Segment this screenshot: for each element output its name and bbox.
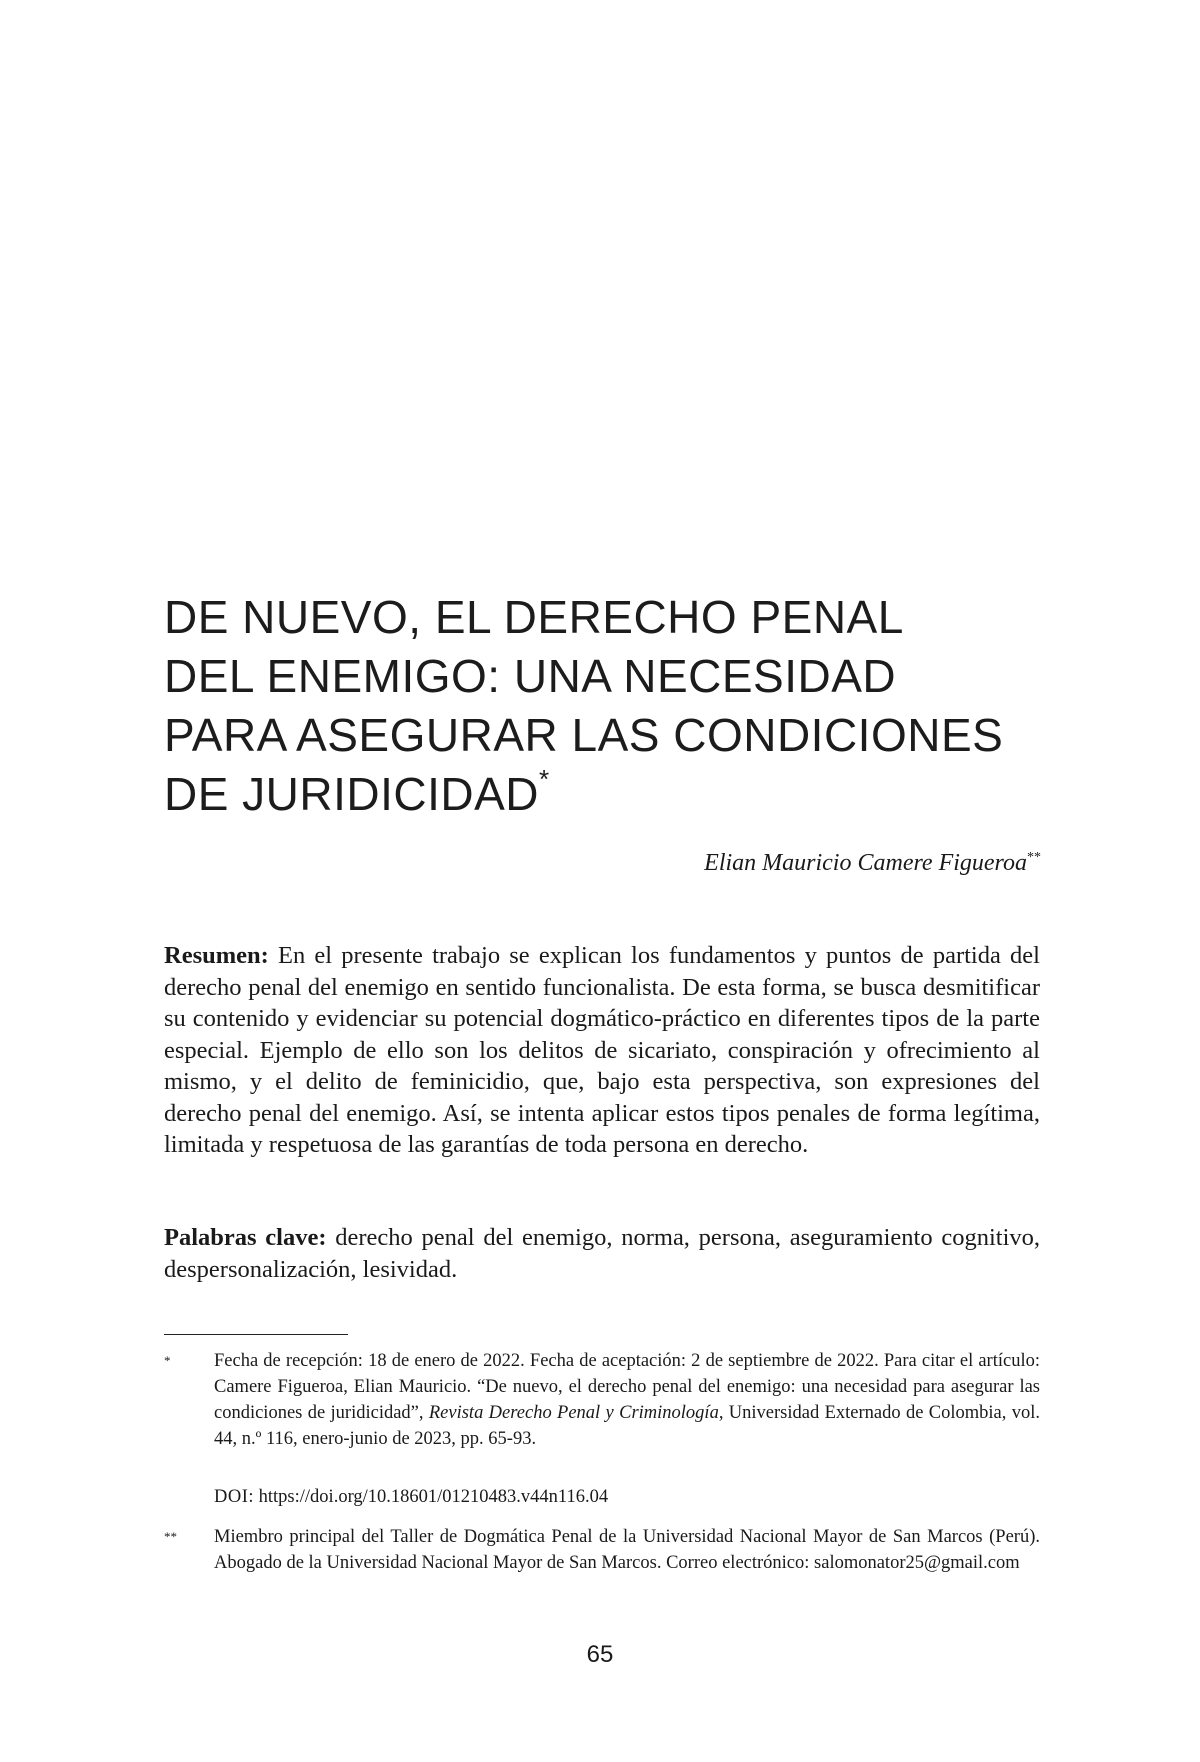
- footnote-citation-details: , Universidad Externado de Colombia, vol. 44, n.º 116, enero-junio de 2023, pp. 65-93.: [214, 1403, 1040, 1449]
- keywords-label: Palabras clave:: [164, 1224, 327, 1251]
- footnote-mark: *: [164, 1353, 171, 1368]
- title-line: DEL ENEMIGO: UNA NECESIDAD: [164, 650, 897, 702]
- title-line: [164, 765, 1064, 824]
- author-footnote-mark[interactable]: **: [1027, 850, 1041, 865]
- footnote-reception: [164, 1348, 1040, 1452]
- footnote-citation-text: Fecha de recepción: 18 de enero de 2022. Fecha de aceptación: 2 de septiembre de 2022. Para citar el artículo: Camere Figueroa, Elian Mauricio. “De nuevo, el derecho penal del enemigo: una necesidad para asegurar las condiciones de juridicidad”,: [214, 1351, 1040, 1423]
- keywords-text: derecho penal del enemigo, norma, persona, aseguramiento cognitivo, despersonalización, lesividad.: [164, 1224, 1040, 1283]
- keywords-paragraph: [164, 1222, 1040, 1285]
- title-line-text: DE JURIDICIDAD: [164, 768, 540, 820]
- journal-name: Revista Derecho Penal y Criminología: [428, 1403, 719, 1423]
- footnote-author: [164, 1524, 1040, 1576]
- doi-label: DOI:: [214, 1487, 255, 1507]
- abstract-label: Resumen:: [164, 942, 269, 969]
- footnote-text: Miembro principal del Taller de Dogmática Penal de la Universidad Nacional Mayor de San Marcos (Perú). Abogado de la Universidad Nacional Mayor de San Marcos. Correo electrónico: salomonator25@gmail.com: [214, 1527, 1040, 1573]
- title-footnote-mark[interactable]: *: [539, 764, 550, 794]
- abstract-paragraph: [164, 940, 1040, 1161]
- doi-link[interactable]: https://doi.org/10.18601/01210483.v44n116.04: [258, 1487, 609, 1507]
- footnote-text: [214, 1348, 1040, 1452]
- title-line: PARA ASEGURAR LAS CONDICIONES: [164, 709, 1004, 761]
- abstract-text: En el presente trabajo se explican los fundamentos y puntos de partida del derecho penal del enemigo en sentido funcionalista. De esta forma, se busca desmitificar su contenido y evidenciar su potencial dogmático-práctico en diferentes tipos de la parte especial. Ejemplo de ello son los delitos de sicariato, conspiración y ofrecimiento al mismo, y el delito de feminicidio, que, bajo esta perspectiva, son expresiones del derecho penal del enemigo. Así, se intenta aplicar estos tipos penales de forma legítima, limitada y respetuosa de las garantías de toda persona en derecho.: [164, 942, 1040, 1158]
- footnote-doi: [164, 1484, 1040, 1510]
- title-line: DE NUEVO, EL DERECHO PENAL: [164, 591, 904, 643]
- author-byline: [704, 848, 1041, 878]
- author-name: Elian Mauricio Camere Figueroa: [704, 850, 1027, 876]
- article-title: [164, 588, 1064, 824]
- footnote-mark: **: [164, 1529, 177, 1544]
- page-number: 65: [586, 1641, 614, 1668]
- footnote-separator: [164, 1334, 348, 1335]
- doi-line: [214, 1484, 1040, 1510]
